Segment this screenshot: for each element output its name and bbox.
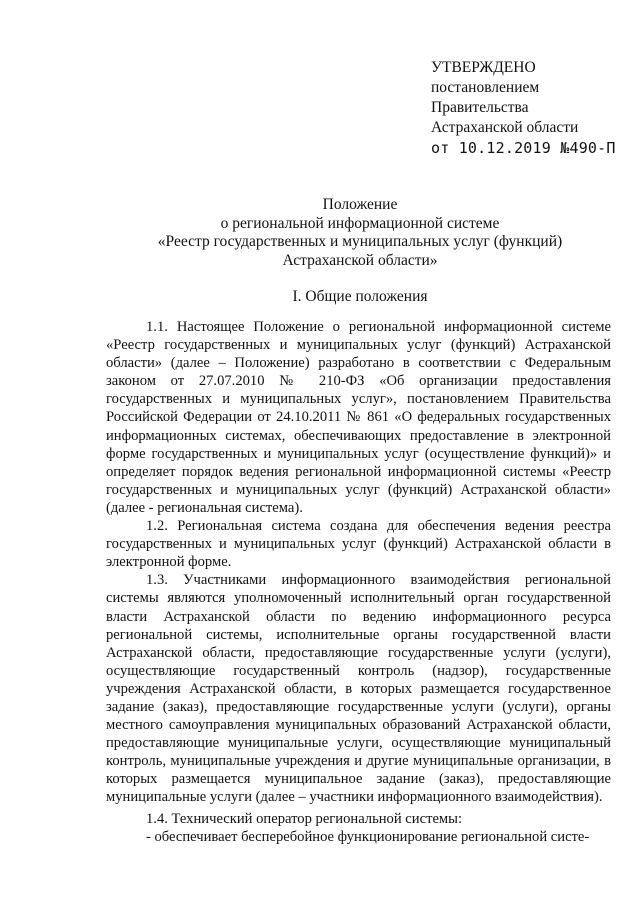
- title-line: Астраханской области»: [282, 251, 438, 269]
- title-line: «Реестр государственных и муниципальных услуг (функций): [157, 233, 563, 250]
- title-line: Положение: [322, 196, 398, 213]
- document-title: [80, 196, 640, 270]
- list-item: - обеспечивает бесперебойное функционирование региональной систе-: [146, 829, 590, 846]
- paragraph-1-1: 1.1. Настоящее Положение о региональной информационной системе «Реестр государственных и муниципальных услуг (функций) Астраханской области» (далее – Положение) разработано в соответствии с Федеральным законом от 27.07.2010 № 210-ФЗ «Об организации предоставления государственных и муниципальных услуг», постановлением Правительства Российской Федерации от 24.10.2011 № 861 «О федеральных государственных информационных системах, обеспечивающих предоставление в электронной форме государственных и муниципальных услуг (осуществление функций)» и определяет порядок ведения региональной информационной системы «Реестр государственных и муниципальных услуг (функций) Астраханской области» (далее - региональная система).: [106, 319, 611, 516]
- approval-line: Астраханской области: [431, 119, 579, 136]
- approval-line: Правительства: [431, 99, 529, 116]
- approval-block: [431, 58, 621, 158]
- paragraph-1-3: 1.3. Участниками информационного взаимодействия региональной системы являются уполномоченный исполнительный орган государственной власти Астраханской области по ведению информационного ресурса региональной системы, исполнительные органы государственной власти Астраханской области, предоставляющие государственные услуги (услуги), осуществляющие государственный контроль (надзор), государственные учреждения Астраханской области, в которых размещается государственное задание (заказ), предоставляющие государственные услуги (услуги), органы местного самоуправления муниципальных образований Астраханской области, предоставляющие муниципальные услуги, осуществляющие муниципальный контроль, муниципальные учреждения и другие муниципальные организации, в которых размещается муниципальное задание (заказ), предоставляющие муниципальные услуги (далее – участники информационного взаимодействия).: [106, 572, 611, 806]
- section-heading: I. Общие положения: [292, 288, 428, 305]
- approval-date-number: от 10.12.2019 №490-П: [431, 139, 616, 157]
- approval-line: постановлением: [431, 79, 540, 96]
- continued-text: [106, 810, 611, 846]
- paragraph-1-4: 1.4. Технический оператор региональной системы:: [146, 811, 463, 827]
- title-line: о региональной информационной системе: [220, 214, 500, 232]
- paragraph-1-2: 1.2. Региональная система создана для обеспечения ведения реестра государственных и муниципальных услуг (функций) Астраханской области в электронной форме.: [106, 518, 611, 571]
- approval-title: УТВЕРЖДЕНО: [431, 59, 536, 76]
- document-body: [106, 318, 611, 807]
